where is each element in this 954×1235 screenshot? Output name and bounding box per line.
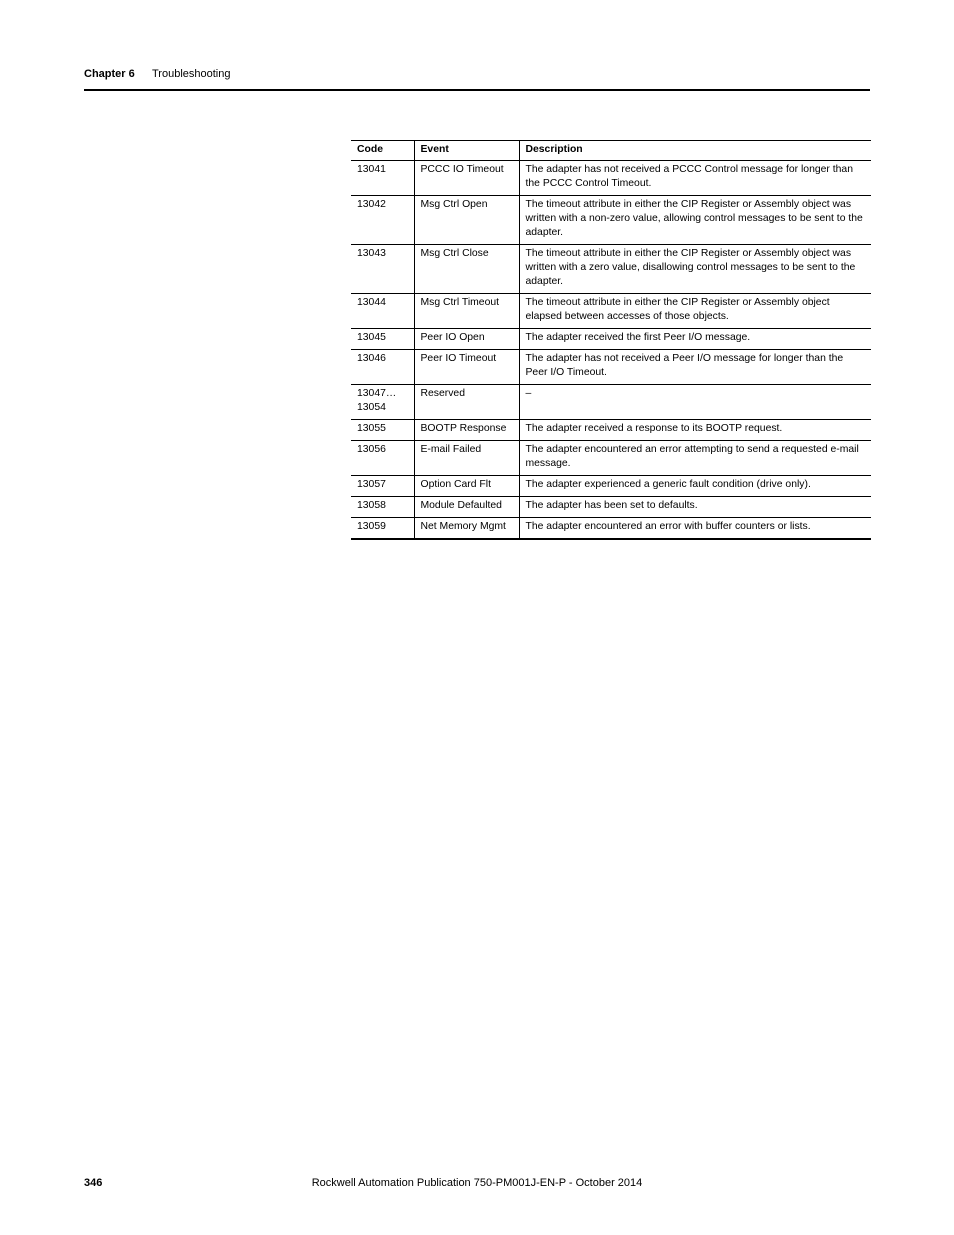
cell-code: 13057 xyxy=(351,476,414,497)
cell-code: 13042 xyxy=(351,196,414,245)
cell-code: 13056 xyxy=(351,441,414,476)
table-row xyxy=(351,161,871,196)
column-header-description: Description xyxy=(519,141,871,161)
cell-event: E-mail Failed xyxy=(414,441,519,476)
cell-description: The timeout attribute in either the CIP Register or Assembly object was written with a zero value, disallowing control messages to be sent to the adapter. xyxy=(519,245,871,294)
cell-description: The adapter experienced a generic fault condition (drive only). xyxy=(519,476,871,497)
table-row xyxy=(351,420,871,441)
cell-description: The timeout attribute in either the CIP Register or Assembly object elapsed between accesses of those objects. xyxy=(519,294,871,329)
column-header-event: Event xyxy=(414,141,519,161)
cell-description: The timeout attribute in either the CIP Register or Assembly object was written with a non-zero value, allowing control messages to be sent to the adapter. xyxy=(519,196,871,245)
table-row xyxy=(351,518,871,540)
cell-event: Module Defaulted xyxy=(414,497,519,518)
cell-event: Net Memory Mgmt xyxy=(414,518,519,540)
table-row xyxy=(351,329,871,350)
header-rule xyxy=(84,89,870,91)
cell-code: 13041 xyxy=(351,161,414,196)
cell-code: 13047… 13054 xyxy=(351,385,414,420)
cell-event: Option Card Flt xyxy=(414,476,519,497)
table-row xyxy=(351,196,871,245)
cell-description: The adapter has not received a PCCC Control message for longer than the PCCC Control Timeout. xyxy=(519,161,871,196)
event-codes-table xyxy=(351,140,871,540)
table-row xyxy=(351,497,871,518)
cell-event: Msg Ctrl Close xyxy=(414,245,519,294)
table-header-row xyxy=(351,141,871,161)
page-number: 346 xyxy=(84,1177,103,1189)
cell-event: Peer IO Timeout xyxy=(414,350,519,385)
cell-event: Peer IO Open xyxy=(414,329,519,350)
cell-description: The adapter encountered an error with buffer counters or lists. xyxy=(519,518,871,540)
cell-description: – xyxy=(519,385,871,420)
cell-event: Msg Ctrl Timeout xyxy=(414,294,519,329)
cell-event: BOOTP Response xyxy=(414,420,519,441)
table-row xyxy=(351,245,871,294)
cell-code: 13044 xyxy=(351,294,414,329)
table-row xyxy=(351,350,871,385)
cell-code: 13045 xyxy=(351,329,414,350)
cell-description: The adapter received the first Peer I/O message. xyxy=(519,329,871,350)
section-title: Troubleshooting xyxy=(152,68,231,80)
table-row xyxy=(351,294,871,329)
table-row xyxy=(351,441,871,476)
cell-description: The adapter has been set to defaults. xyxy=(519,497,871,518)
cell-event: PCCC IO Timeout xyxy=(414,161,519,196)
cell-description: The adapter received a response to its BOOTP request. xyxy=(519,420,871,441)
table-row xyxy=(351,476,871,497)
chapter-label: Chapter 6 xyxy=(84,68,135,80)
cell-code: 13055 xyxy=(351,420,414,441)
publication-footer: Rockwell Automation Publication 750-PM001J-EN-P - October 2014 xyxy=(311,1177,643,1189)
cell-code: 13043 xyxy=(351,245,414,294)
cell-description: The adapter has not received a Peer I/O message for longer than the Peer I/O Timeout. xyxy=(519,350,871,385)
cell-code: 13046 xyxy=(351,350,414,385)
cell-description: The adapter encountered an error attempting to send a requested e-mail message. xyxy=(519,441,871,476)
table-row xyxy=(351,385,871,420)
cell-code: 13059 xyxy=(351,518,414,540)
cell-event: Msg Ctrl Open xyxy=(414,196,519,245)
running-header xyxy=(84,66,230,82)
cell-event: Reserved xyxy=(414,385,519,420)
column-header-code: Code xyxy=(351,141,414,161)
cell-code: 13058 xyxy=(351,497,414,518)
